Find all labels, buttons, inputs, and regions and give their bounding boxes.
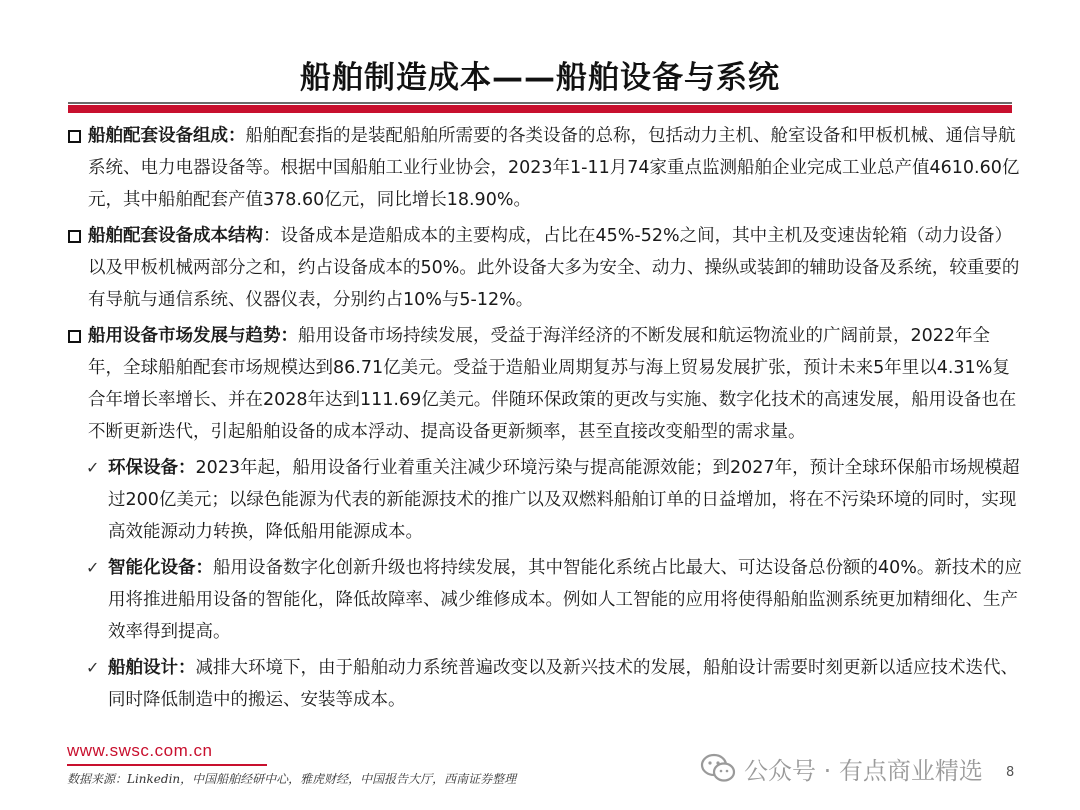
wechat-icon <box>700 753 736 783</box>
checkmark-icon: ✓ <box>86 558 100 577</box>
checkbox-bullet-icon <box>68 330 81 343</box>
footer-data-source: 数据来源：Linkedin，中国船舶经研中心，雅虎财经，中国报告大厅，西南证券整理 <box>67 772 517 786</box>
subsection-ship-design <box>66 652 1022 716</box>
title-divider-dark-line <box>68 102 1012 104</box>
main-content <box>66 120 1022 720</box>
checkbox-bullet-icon <box>68 230 81 243</box>
subsection-term: 智能化设备： <box>108 558 213 578</box>
section-market-trends <box>66 320 1022 448</box>
subsection-text: 船用设备数字化创新升级也将持续发展，其中智能化系统占比最大、可达设备总份额的40%。新技术的应用将推进船用设备的智能化，降低故障率、减少维修成本。例如人工智能的应用将使得船舶监测系统更加精细化、生产效率得到提高。 <box>108 558 1022 642</box>
section-cost-structure <box>66 220 1022 316</box>
page-number: 8 <box>1006 765 1015 780</box>
title-divider-red-bar <box>68 105 1012 113</box>
checkmark-icon: ✓ <box>86 458 100 477</box>
footer-website-link[interactable]: www.swsc.com.cn <box>67 741 213 760</box>
subsection-text: 2023年起，船用设备行业着重关注减少环境污染与提高能源效能；到2027年，预计全球环保船市场规模超过200亿美元；以绿色能源为代表的新能源技术的推广以及双燃料船舶订单的日益增加，将在不污染环境的同时，实现高效能源动力转换，降低船用能源成本。 <box>108 458 1020 542</box>
subsection-green-equipment <box>66 452 1022 548</box>
checkbox-bullet-icon <box>68 130 81 143</box>
section-equipment-composition <box>66 120 1022 216</box>
footer-divider <box>67 764 267 766</box>
subsection-term: 船舶设计： <box>108 658 196 678</box>
section-term: 船舶配套设备成本结构 <box>88 226 263 246</box>
page-title: 船舶制造成本——船舶设备与系统 <box>300 60 780 96</box>
title-divider <box>68 102 1012 113</box>
section-term: 船舶配套设备组成： <box>88 126 246 146</box>
section-text: 船用设备市场持续发展，受益于海洋经济的不断发展和航运物流业的广阔前景，2022年全年，全球船舶配套市场规模达到86.71亿美元。受益于造船业周期复苏与海上贸易发展扩张，预计未来5年里以4.31%复合年增长率增长、并在2028年达到111.69亿美元。伴随环保政策的更改与实施、数字化技术的高速发展，船用设备也在不断更新迭代，引起船舶设备的成本浮动、提高设备更新频率，甚至直接改变船型的需求量。 <box>88 326 1017 442</box>
subsection-term: 环保设备： <box>108 458 196 478</box>
section-text: ：设备成本是造船成本的主要构成，占比在45%-52%之间，其中主机及变速齿轮箱（动力设备）以及甲板机械两部分之和，约占设备成本的50%。此外设备大多为安全、动力、操纵或装卸的辅助设备及系统，较重要的有导航与通信系统、仪器仪表，分别约占10%与5-12%。 <box>88 226 1020 310</box>
checkmark-icon: ✓ <box>86 658 100 677</box>
watermark <box>700 750 983 786</box>
subsection-text: 减排大环境下，由于船舶动力系统普遍改变以及新兴技术的发展，船舶设计需要时刻更新以适应技术迭代、同时降低制造中的搬运、安装等成本。 <box>108 658 1018 710</box>
section-term: 船用设备市场发展与趋势： <box>88 326 298 346</box>
subsection-smart-equipment <box>66 552 1022 648</box>
section-text: 船舶配套指的是装配船舶所需要的各类设备的总称，包括动力主机、舱室设备和甲板机械、通信导航系统、电力电器设备等。根据中国船舶工业行业协会，2023年1-11月74家重点监测船舶企业完成工业总产值4610.60亿元，其中船舶配套产值378.60亿元，同比增长18.90%。 <box>88 126 1020 210</box>
watermark-text: 公众号 · 有点商业精选 <box>744 756 983 785</box>
